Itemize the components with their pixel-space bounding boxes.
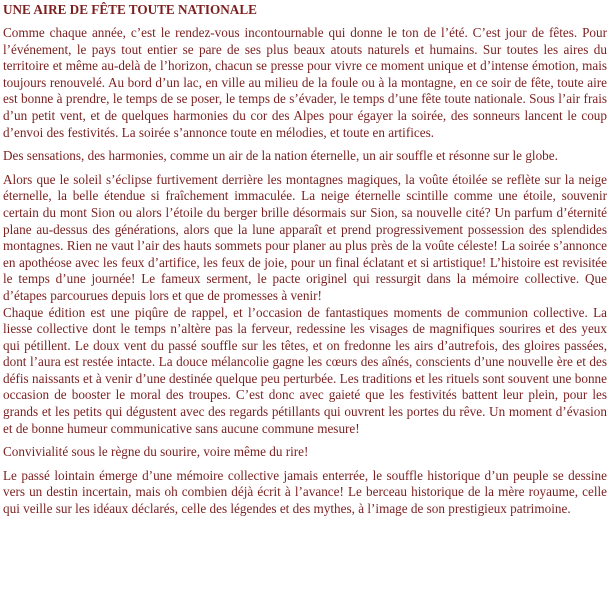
paragraph-sensations: Des sensations, des harmonies, comme un air de la nation éternelle, un air souffle et résonne sur le globe.	[3, 148, 558, 164]
paragraph-mountains: Alors que le soleil s’éclipse furtivement derrière les montagnes magiques, la voûte étoilée se reflète sur la neige éternelle, la belle étendue si fraîchement immaculée. La neige éternelle scintille comme une étoile, souvenir certain du mont Sion ou alors l’étoile du berger brille désormais sur Sion, sa nouvelle cité? Un parfum d’éternité plane au-dessus des générations, alors que la lune apparaît et prend progressivement possession des splendides montagnes. Rien ne vaut l’air des hauts sommets pour planer au plus près de la voûte céleste! La soirée s’annonce en apothéose avec les feux d’artifice, les feux de joie, pour un final éclatant et si artistique! L’histoire est revisitée le temps d’une journée! Le fameux serment, le pacte originel qui ressurgit dans la mémoire collective. Que d’étapes parcourues depuis lors et que de promesses à venir!	[3, 171, 607, 303]
paragraph-intro: Comme chaque année, c’est le rendez-vous incontournable qui donne le ton de l’été. C’est jour de fêtes. Pour l’événement, le pays tout entier se pare de ses plus beaux atouts naturels et humains. Sur toutes les aires du territoire et même au-delà de l’horizon, chacun se presse pour vivre ce moment unique et d’intense émotion, mais toujours renouvelé. Au bord d’un lac, en ville au milieu de la foule ou à la montagne, en ce soir de fête, toute aire est bonne à prendre, le temps de se poser, le temps de s’évader, le temps d’une fête toute nationale. Sous l’air frais d’un petit vent, et de quelques harmonies du cor des Alpes pour égayer la soirée, des sonneurs lancent le coup d’envoi des festivités. La soirée s’annonce toute en mélodies, et toute en artifices.	[3, 25, 607, 140]
paragraph-history: Le passé lointain émerge d’une mémoire collective jamais enterrée, le souffle historique d’un peuple se dessine vers un destin incertain, mais oh combien déjà écrit à l’avance! Le berceau historique de la mère royaume, celle qui veille sur les idéaux déclarés, celle des légendes et des mythes, à l’image de son prestigieux patrimoine.	[3, 467, 607, 517]
paragraph-edition: Chaque édition est une piqûre de rappel, et l’occasion de fantastiques moments de communion collective. La liesse collective dont le temps n’altère pas la ferveur, redessine les visages de magnifiques sourires et des yeux qui pétillent. Le doux vent du passé souffle sur les têtes, et on fredonne les airs d’autrefois, des gloires passées, dont l’aura est restée intacte. La douce mélancolie gagne les cœurs des aînés, conscients d’une nouvelle ère et des défis naissants et à venir d’une destinée quelque peu perturbée. Les traditions et les rituels sont souvent une bonne occasion de booster le moral des troupes. C’est donc avec gaieté que les festivités battent leur plein, pour les grands et les petits qui dégustent avec des regards pétillants qui ouvrent les portes du rêve. Un moment d’évasion et de bonne humeur communicative sans aucune commune mesure!	[3, 304, 607, 436]
document-title: UNE AIRE DE FÊTE TOUTE NATIONALE	[3, 2, 257, 17]
paragraph-conviviality: Convivialité sous le règne du sourire, voire même du rire!	[3, 444, 309, 460]
